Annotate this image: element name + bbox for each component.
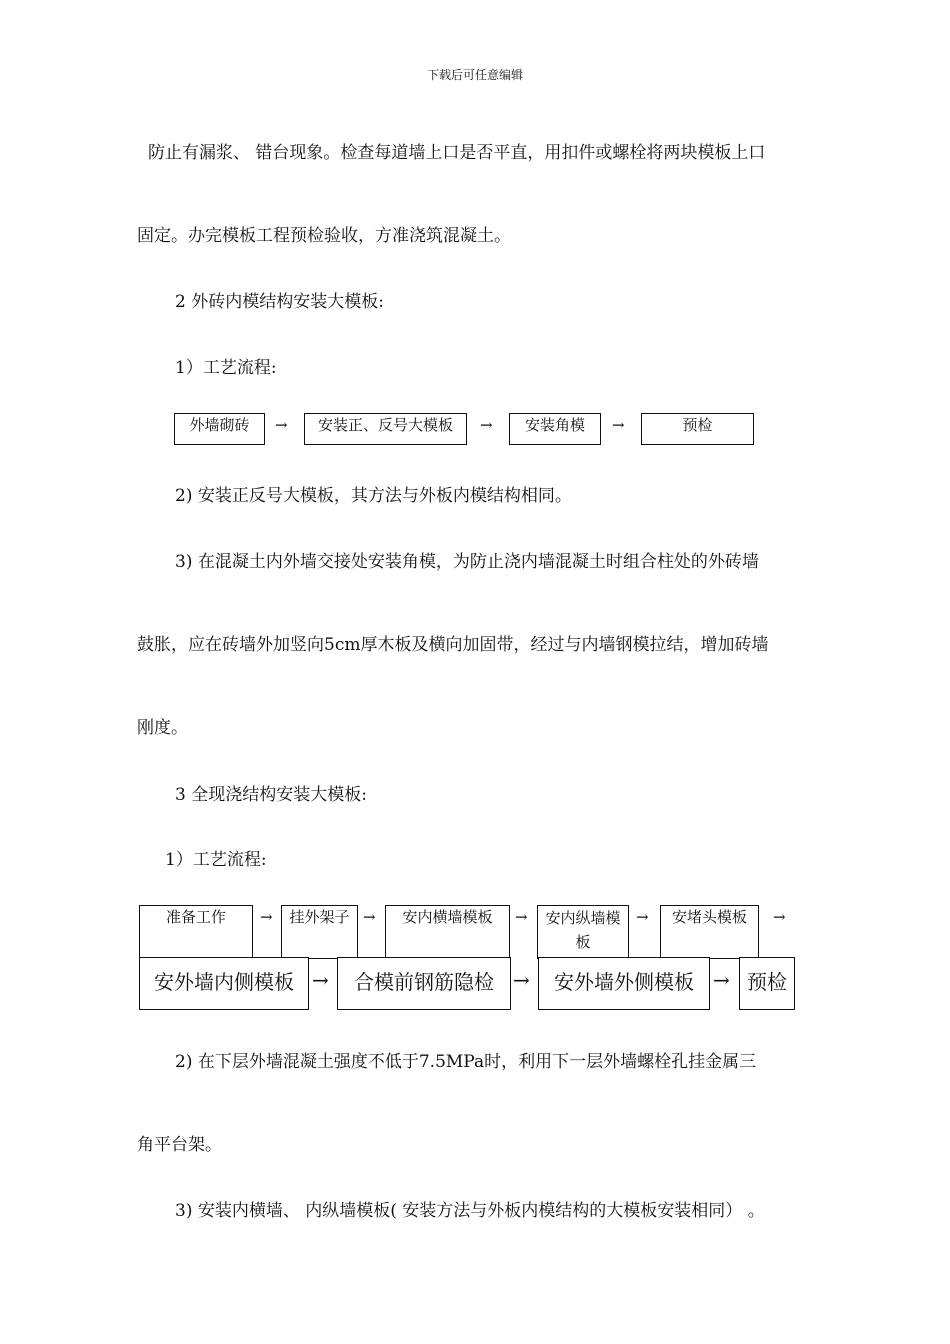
flow-step: 安外墙外侧模板 [538, 957, 710, 1010]
flow-step: 安堵头模板 [660, 905, 759, 959]
flow-step: 安装角模 [509, 413, 601, 445]
paragraph-line: 2) 安装正反号大模板，其方法与外板内模结构相同。 [175, 486, 572, 506]
flow-step-line: 安内纵墙模 [545, 909, 621, 927]
paragraph-line: 2) 在下层外墙混凝土强度不低于7.5MPa时，利用下一层外墙螺栓孔挂金属三 [175, 1052, 757, 1072]
paragraph-line: 角平台架。 [137, 1135, 222, 1155]
flow-step: 预检 [641, 413, 754, 445]
section-title: 3 全现浇结构安装大模板: [175, 785, 367, 805]
flow-title: 1）工艺流程: [165, 850, 267, 870]
flow-step: 预检 [739, 957, 795, 1010]
flow-step [537, 905, 629, 959]
arrow-right-icon: → [363, 908, 376, 926]
arrow-right-icon: → [312, 968, 329, 992]
flow-step: 安内横墙模板 [385, 905, 510, 959]
arrow-right-icon: → [773, 908, 786, 926]
flow-step: 安外墙内侧模板 [139, 957, 309, 1010]
paragraph-line: 鼓胀，应在砖墙外加竖向5cm厚木板及横向加固带，经过与内墙钢模拉结，增加砖墙 [137, 635, 769, 655]
arrow-right-icon: → [713, 968, 730, 992]
flow-step: 安装正、反号大模板 [304, 413, 467, 445]
paragraph-line: 防止有漏浆、 错台现象。检查每道墙上口是否平直，用扣件或螺栓将两块模板上口 [148, 143, 766, 163]
flow-step: 准备工作 [139, 905, 253, 959]
arrow-right-icon: → [275, 416, 288, 434]
paragraph-line: 3) 在混凝土内外墙交接处安装角模，为防止浇内墙混凝土时组合柱处的外砖墙 [175, 552, 759, 572]
paragraph-line: 刚度。 [137, 718, 188, 738]
arrow-right-icon: → [260, 908, 273, 926]
page-header: 下载后可任意编辑 [426, 68, 523, 82]
flow-step: 挂外架子 [281, 905, 358, 959]
paragraph-line: 固定。办完模板工程预检验收，方准浇筑混凝土。 [137, 226, 511, 246]
flow-step: 合模前钢筋隐检 [337, 957, 511, 1010]
flow-step: 外墙砌砖 [174, 413, 265, 445]
flow-step-line: 板 [575, 933, 591, 951]
section-title: 2 外砖内模结构安装大模板: [175, 292, 384, 312]
paragraph-line: 3) 安装内横墙、 内纵墙模板( 安装方法与外板内模结构的大模板安装相同） 。 [175, 1201, 765, 1221]
arrow-right-icon: → [612, 416, 625, 434]
arrow-right-icon: → [513, 968, 530, 992]
arrow-right-icon: → [636, 908, 649, 926]
arrow-right-icon: → [480, 416, 493, 434]
flow-title: 1）工艺流程: [175, 358, 277, 378]
arrow-right-icon: → [515, 908, 528, 926]
